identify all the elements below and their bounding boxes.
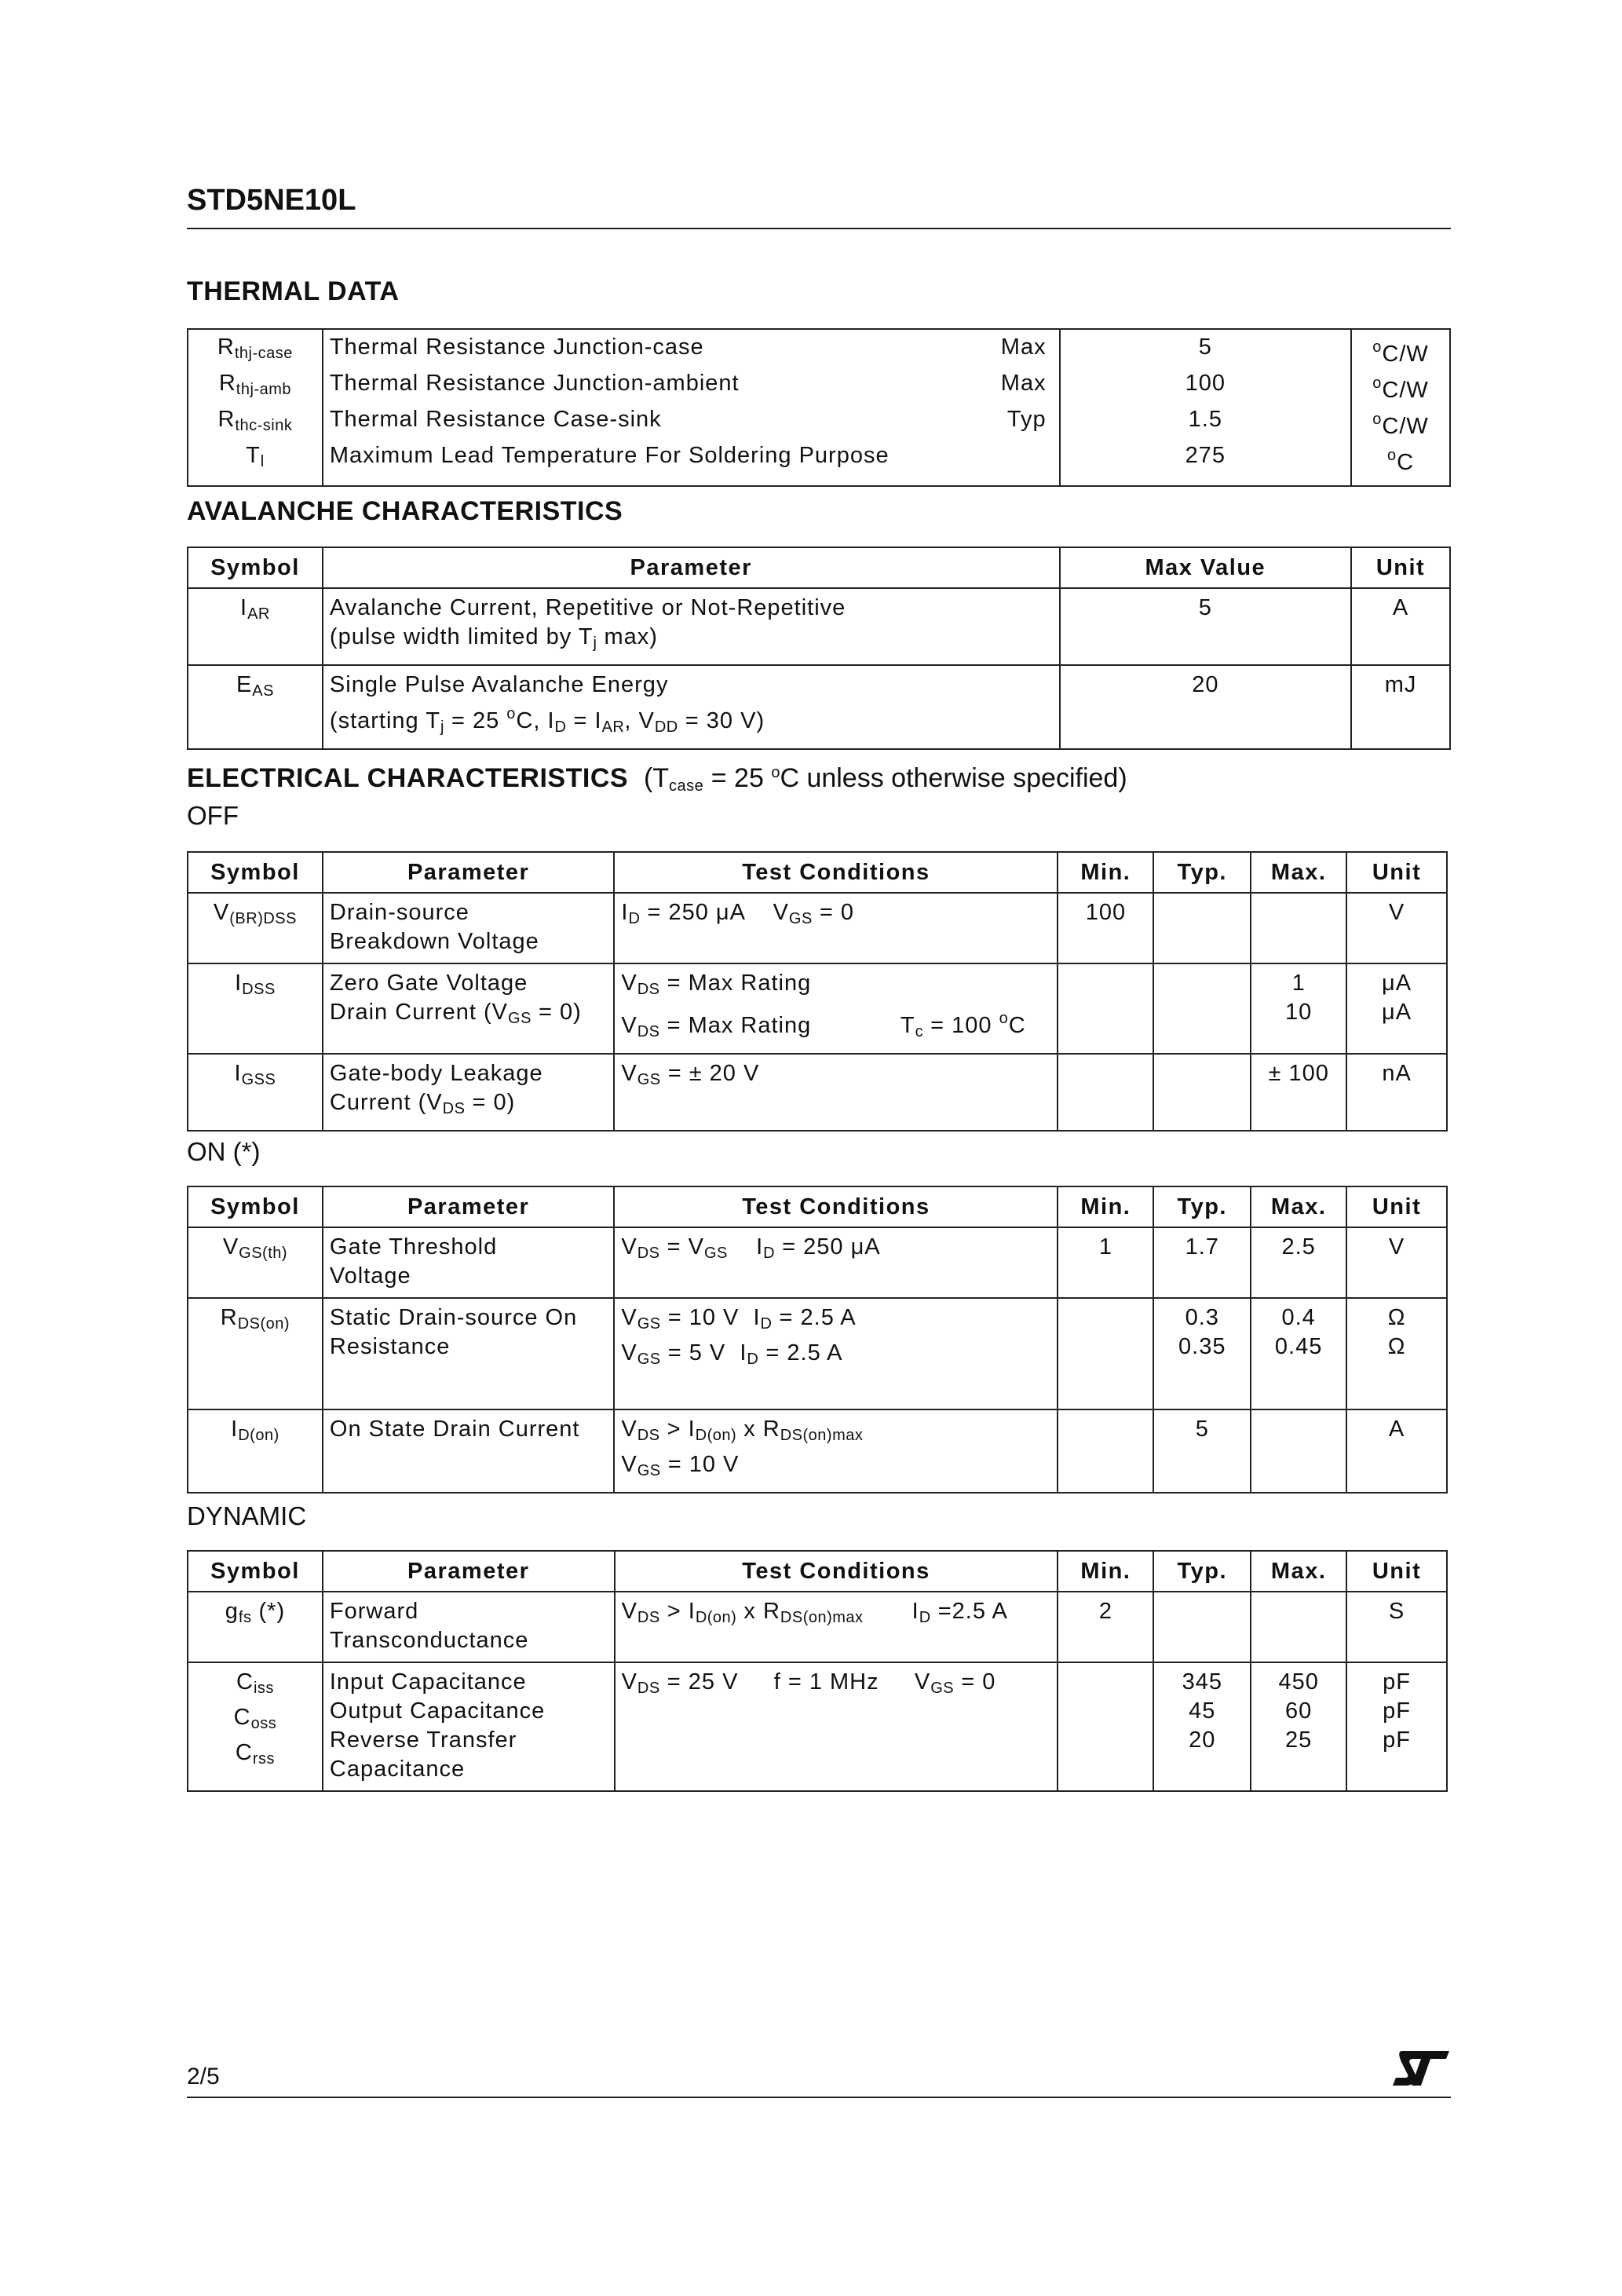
- thermal-unit: $^o$C/W: [1351, 405, 1450, 441]
- thermal-row: [188, 405, 1450, 441]
- dynamic-symbol: $g_{fs}$ (*): [188, 1592, 323, 1662]
- column-header: Test Conditions: [614, 1186, 1058, 1227]
- off-min: [1058, 963, 1153, 1054]
- dynamic-test-conditions: $V_{DS} = 25$ V f = 1 MHz $V_{GS} = 0$: [615, 1662, 1058, 1791]
- avalanche-symbol: $E_{AS}$: [188, 665, 323, 749]
- header-rule: [187, 228, 1451, 229]
- column-header: Parameter: [323, 1551, 615, 1592]
- thermal-row: [188, 329, 1450, 369]
- dynamic-typ: [1153, 1592, 1251, 1662]
- dynamic-max: [1251, 1592, 1346, 1662]
- on-test-conditions: $V_{DS} > I_{D(on)}$ x $R_{DS(on)max}$ $V_{GS} = 10$ V: [614, 1409, 1058, 1493]
- avalanche-row: [188, 665, 1450, 749]
- column-header: Min.: [1058, 1551, 1153, 1592]
- dynamic-min: 2: [1058, 1592, 1153, 1662]
- thermal-symbol: $T_l$: [246, 443, 265, 470]
- avalanche-unit: mJ: [1351, 665, 1450, 749]
- column-header: Symbol: [188, 1186, 323, 1227]
- on-min: [1058, 1298, 1153, 1409]
- thermal-parameter: Thermal Resistance Case-sink Typ: [323, 405, 1060, 441]
- avalanche-table: [187, 547, 1451, 750]
- off-typ: [1153, 963, 1251, 1054]
- off-typ: [1153, 893, 1251, 963]
- column-header: Parameter: [323, 852, 615, 893]
- off-row: [188, 963, 1447, 1054]
- off-test-conditions: $I_D = 250$ μA $V_{GS} = 0$: [614, 893, 1058, 963]
- off-min: [1058, 1054, 1153, 1131]
- on-unit: A: [1346, 1409, 1447, 1493]
- off-symbol: $I_{DSS}$: [188, 963, 323, 1054]
- off-min: 100: [1058, 893, 1153, 963]
- electrical-title-text: ELECTRICAL CHARACTERISTICS: [187, 763, 629, 793]
- on-max: 2.5: [1251, 1227, 1346, 1298]
- dynamic-table: [187, 1550, 1448, 1792]
- column-header: Max.: [1251, 852, 1346, 893]
- on-max: [1251, 1409, 1346, 1493]
- on-table: [187, 1186, 1448, 1493]
- dynamic-symbol: $C_{iss}$ $C_{oss}$ $C_{rss}$: [188, 1662, 323, 1791]
- thermal-row: [188, 441, 1450, 486]
- on-label: ON (*): [187, 1137, 261, 1166]
- off-unit: nA: [1346, 1054, 1447, 1131]
- on-parameter: Gate Threshold Voltage: [323, 1227, 615, 1298]
- part-number: STD5NE10L: [187, 184, 356, 217]
- off-test-conditions: $V_{GS}$ = ± 20 V: [614, 1054, 1058, 1131]
- on-symbol: $I_{D(on)}$: [188, 1409, 323, 1493]
- avalanche-unit: A: [1351, 588, 1450, 665]
- thermal-symbol: $R_{thj-case}$: [217, 335, 293, 362]
- avalanche-title: AVALANCHE CHARACTERISTICS: [187, 496, 623, 526]
- thermal-parameter: Thermal Resistance Junction-ambient Max: [323, 369, 1060, 405]
- dynamic-max: 450 60 25: [1251, 1662, 1346, 1791]
- dynamic-min: [1058, 1662, 1153, 1791]
- thermal-unit: $^o$C/W: [1351, 329, 1450, 369]
- dynamic-label: DYNAMIC: [187, 1501, 307, 1530]
- avalanche-symbol: $I_{AR}$: [188, 588, 323, 665]
- on-symbol: $V_{GS(th)}$: [188, 1227, 323, 1298]
- off-unit: μA μA: [1346, 963, 1447, 1054]
- on-row: [188, 1409, 1447, 1493]
- off-symbol: $V_{(BR)DSS}$: [188, 893, 323, 963]
- off-test-conditions: $V_{DS}$ = Max Rating $V_{DS}$ = Max Rating $T_c = 100$ $^o$C: [614, 963, 1058, 1054]
- column-header: Typ.: [1153, 1551, 1251, 1592]
- thermal-symbol: $R_{thc-sink}$: [217, 407, 293, 434]
- on-test-conditions: $V_{DS} = V_{GS}$ $I_D = 250$ μA: [614, 1227, 1058, 1298]
- dynamic-typ: 345 45 20: [1153, 1662, 1251, 1791]
- thermal-unit: $^o$C/W: [1351, 369, 1450, 405]
- off-parameter: Gate-body Leakage Current $(V_{DS} = 0)$: [323, 1054, 615, 1131]
- column-header: Parameter: [323, 547, 1060, 588]
- on-row: [188, 1298, 1447, 1409]
- thermal-table: [187, 328, 1451, 487]
- off-unit: V: [1346, 893, 1447, 963]
- column-header: Max.: [1251, 1551, 1346, 1592]
- column-header: Test Conditions: [615, 1551, 1058, 1592]
- st-logo-icon: [1391, 2049, 1451, 2087]
- off-max: [1251, 893, 1346, 963]
- on-min: 1: [1058, 1227, 1153, 1298]
- off-typ: [1153, 1054, 1251, 1131]
- column-header: Typ.: [1153, 852, 1251, 893]
- column-header: Unit: [1346, 852, 1447, 893]
- on-typ: 5: [1153, 1409, 1251, 1493]
- electrical-condition: ($T_{case} = 25$ $^o$C unless otherwise specified): [643, 763, 1127, 795]
- footer-rule: [187, 2097, 1451, 2098]
- column-header: Unit: [1346, 1551, 1447, 1592]
- off-table: [187, 851, 1448, 1132]
- thermal-value: 1.5: [1060, 405, 1351, 441]
- column-header: Symbol: [188, 1551, 323, 1592]
- avalanche-value: 20: [1060, 665, 1352, 749]
- dynamic-parameter: Forward Transconductance: [323, 1592, 615, 1662]
- thermal-value: 100: [1060, 369, 1351, 405]
- on-typ: 1.7: [1153, 1227, 1251, 1298]
- on-row: [188, 1227, 1447, 1298]
- thermal-unit: $^o$C: [1351, 441, 1450, 486]
- dynamic-row: [188, 1592, 1447, 1662]
- column-header: Max Value: [1060, 547, 1352, 588]
- off-row: [188, 1054, 1447, 1131]
- dynamic-unit: S: [1346, 1592, 1447, 1662]
- thermal-parameter: Thermal Resistance Junction-case Max: [323, 329, 1060, 369]
- thermal-parameter: Maximum Lead Temperature For Soldering Purpose: [323, 441, 1060, 486]
- avalanche-parameter: Single Pulse Avalanche Energy (starting $T_j = 25$ $^o$C, $I_D = I_{AR}$, $V_{DD} = 30$ V): [323, 665, 1060, 749]
- on-parameter: Static Drain-source On Resistance: [323, 1298, 615, 1409]
- dynamic-parameter: Input Capacitance Output Capacitance Reverse Transfer Capacitance: [323, 1662, 615, 1791]
- dynamic-test-conditions: $V_{DS} > I_{D(on)}$ x $R_{DS(on)max}$ $I_D =2.5$ A: [615, 1592, 1058, 1662]
- dynamic-row: [188, 1662, 1447, 1791]
- off-max: ± 100: [1251, 1054, 1346, 1131]
- page-number: 2/5: [187, 2064, 220, 2089]
- off-label: OFF: [187, 801, 239, 830]
- on-min: [1058, 1409, 1153, 1493]
- on-test-conditions: $V_{GS} = 10$ V $I_D = 2.5$ A $V_{GS} = 5$ V $I_D = 2.5$ A: [614, 1298, 1058, 1409]
- column-header: Parameter: [323, 1186, 615, 1227]
- thermal-data-title: THERMAL DATA: [187, 276, 400, 306]
- on-typ: 0.3 0.35: [1153, 1298, 1251, 1409]
- off-row: [188, 893, 1447, 963]
- dynamic-unit: pF pF pF: [1346, 1662, 1447, 1791]
- on-unit: V: [1346, 1227, 1447, 1298]
- off-parameter: Drain-source Breakdown Voltage: [323, 893, 615, 963]
- column-header: Typ.: [1153, 1186, 1251, 1227]
- on-unit: Ω Ω: [1346, 1298, 1447, 1409]
- datasheet-page: [187, 0, 1451, 2296]
- thermal-symbol: $R_{thj-amb}$: [218, 371, 291, 398]
- column-header: Max.: [1251, 1186, 1346, 1227]
- off-symbol: $I_{GSS}$: [188, 1054, 323, 1131]
- column-header: Min.: [1058, 852, 1153, 893]
- avalanche-row: [188, 588, 1450, 665]
- column-header: Symbol: [188, 852, 323, 893]
- off-max: 1 10: [1251, 963, 1346, 1054]
- on-symbol: $R_{DS(on)}$: [188, 1298, 323, 1409]
- avalanche-parameter: Avalanche Current, Repetitive or Not-Repetitive (pulse width limited by $T_j$ max): [323, 588, 1060, 665]
- column-header: Unit: [1351, 547, 1450, 588]
- avalanche-value: 5: [1060, 588, 1352, 665]
- column-header: Test Conditions: [614, 852, 1058, 893]
- column-header: Unit: [1346, 1186, 1447, 1227]
- thermal-row: [188, 369, 1450, 405]
- on-max: 0.4 0.45: [1251, 1298, 1346, 1409]
- column-header: Symbol: [188, 547, 323, 588]
- column-header: Min.: [1058, 1186, 1153, 1227]
- off-parameter: Zero Gate Voltage Drain Current $(V_{GS} = 0)$: [323, 963, 615, 1054]
- thermal-value: 5: [1060, 329, 1351, 369]
- electrical-title: [187, 763, 1127, 795]
- thermal-value: 275: [1060, 441, 1351, 486]
- on-parameter: On State Drain Current: [323, 1409, 615, 1493]
